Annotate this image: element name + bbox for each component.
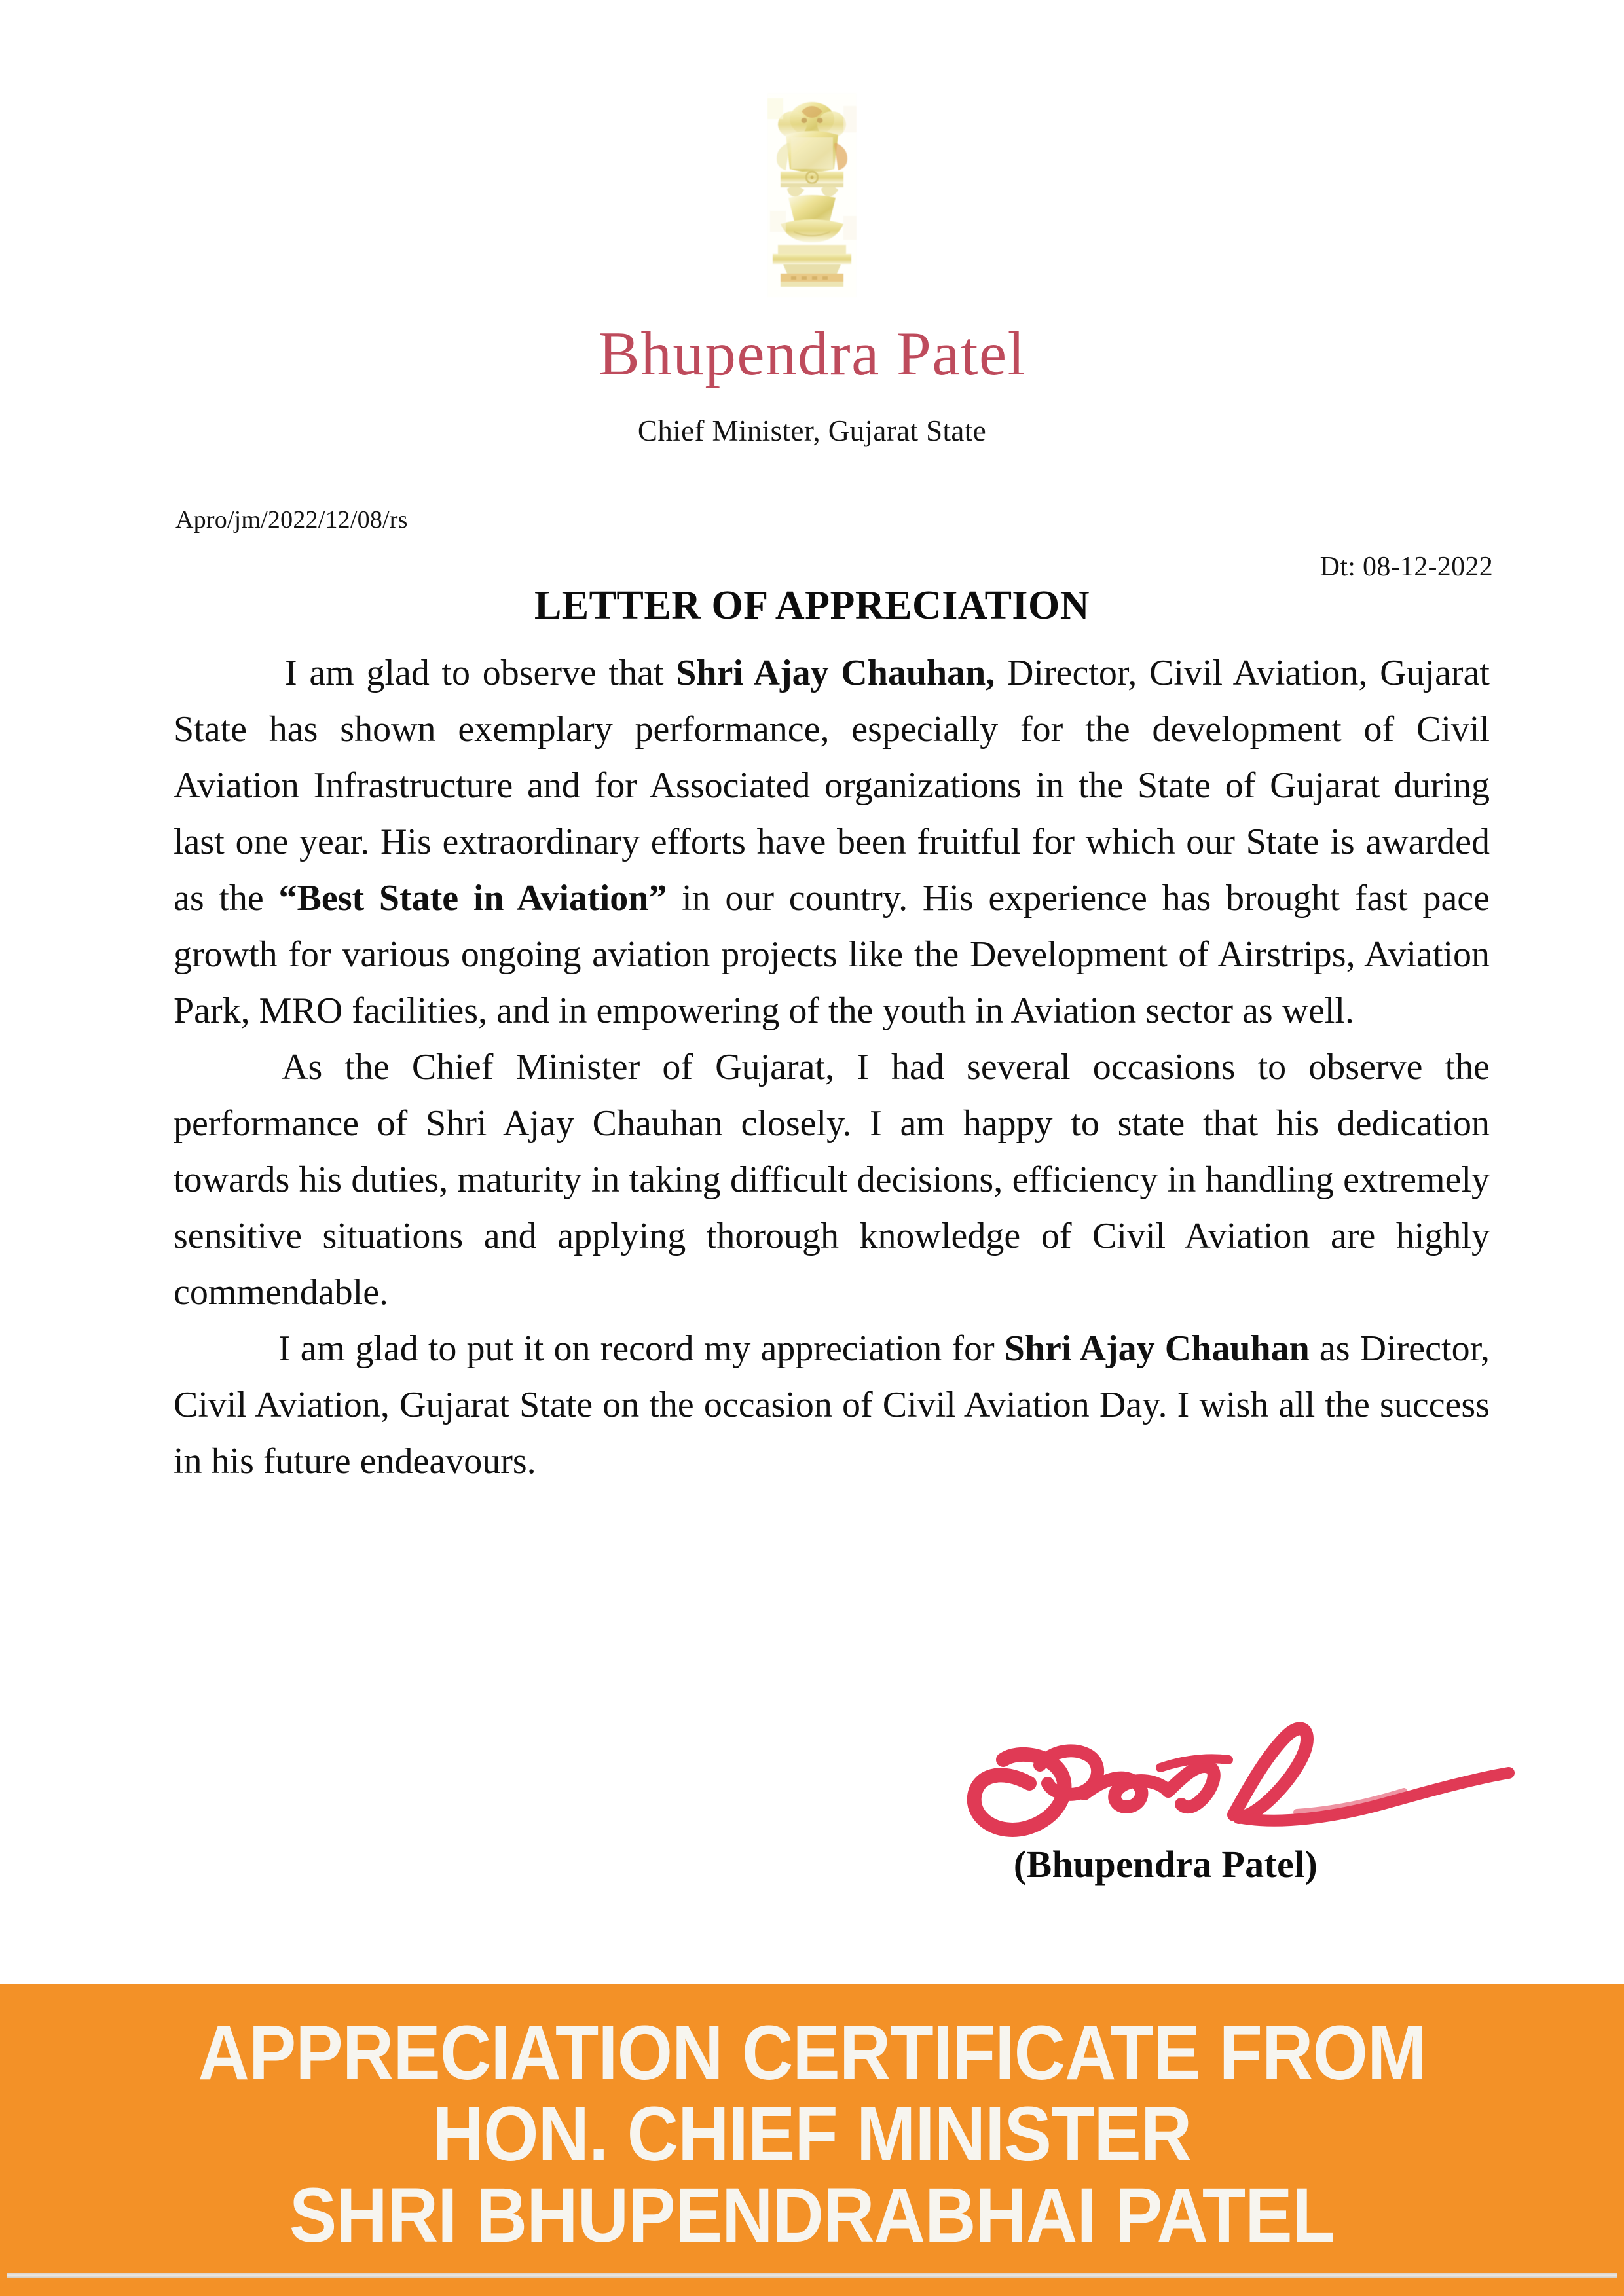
paragraph-two bbox=[174, 1039, 1490, 1321]
caption-line-1: APPRECIATION CERTIFICATE FROM bbox=[198, 2010, 1426, 2096]
p1-segment-3: in our country. His experience has brought fast pace growth for various ongoing aviation projects like the Development of Airstrips, Aviation Park, MRO facilities, and in empowering of the youth in Aviation sector as well. bbox=[174, 878, 1490, 1031]
paragraph-three bbox=[174, 1321, 1490, 1489]
banner-divider-rule bbox=[7, 2273, 1617, 2278]
p3-bold-name: Shri Ajay Chauhan bbox=[1004, 1328, 1310, 1369]
caption-lines bbox=[0, 2010, 1624, 2259]
page-title: LETTER OF APPRECIATION bbox=[534, 583, 1090, 628]
p1-segment-2: Director, Civil Aviation, Gujarat State has shown exemplary performance, especially for the development of Civil Aviation Infrastructure and for Associated organizations in the State of Gujarat during last one year. His extraordinary efforts have been fruitful for which our State is awarded as the bbox=[174, 653, 1490, 919]
ashoka-lion-capital-emblem-icon bbox=[733, 85, 891, 308]
caption-line-3: SHRI BHUPENDRABHAI PATEL bbox=[289, 2172, 1335, 2259]
signature-block bbox=[904, 1715, 1519, 1925]
reference-number: Apro/jm/2022/12/08/rs bbox=[175, 506, 408, 534]
letterhead-designation: Chief Minister, Gujarat State bbox=[637, 414, 987, 447]
document-date: Dt: 08-12-2022 bbox=[1320, 552, 1493, 582]
p1-segment-1: I am glad to observe that bbox=[285, 653, 676, 693]
p1-bold-award: “Best State in Aviation” bbox=[278, 878, 667, 919]
p2-text: As the Chief Minister of Gujarat, I had several occasions to observe the performance of Shri Ajay Chauhan closely. I am happy to state that his dedication towards his duties, maturity in taking difficult decisions, efficiency in handling extremely sensitive situations and applying thorough knowledge of Civil Aviation are highly commendable. bbox=[174, 1047, 1490, 1313]
paragraph-one bbox=[174, 645, 1490, 1039]
letter-body bbox=[174, 645, 1490, 1489]
p1-bold-name: Shri Ajay Chauhan, bbox=[676, 653, 995, 693]
caption-line-2: HON. CHIEF MINISTER bbox=[432, 2091, 1192, 2178]
letterhead-name: Bhupendra Patel bbox=[598, 319, 1026, 388]
p3-segment-1: I am glad to put it on record my appreciation for bbox=[278, 1328, 1005, 1369]
handwritten-signature-icon bbox=[904, 1715, 1519, 1853]
caption-banner bbox=[0, 1984, 1624, 2296]
p3-segment-2: as Director, Civil Aviation, Gujarat State on the occasion of Civil Aviation Day. I wish all the success in his future endeavours. bbox=[174, 1328, 1490, 1482]
signatory-name: (Bhupendra Patel) bbox=[1013, 1843, 1318, 1886]
